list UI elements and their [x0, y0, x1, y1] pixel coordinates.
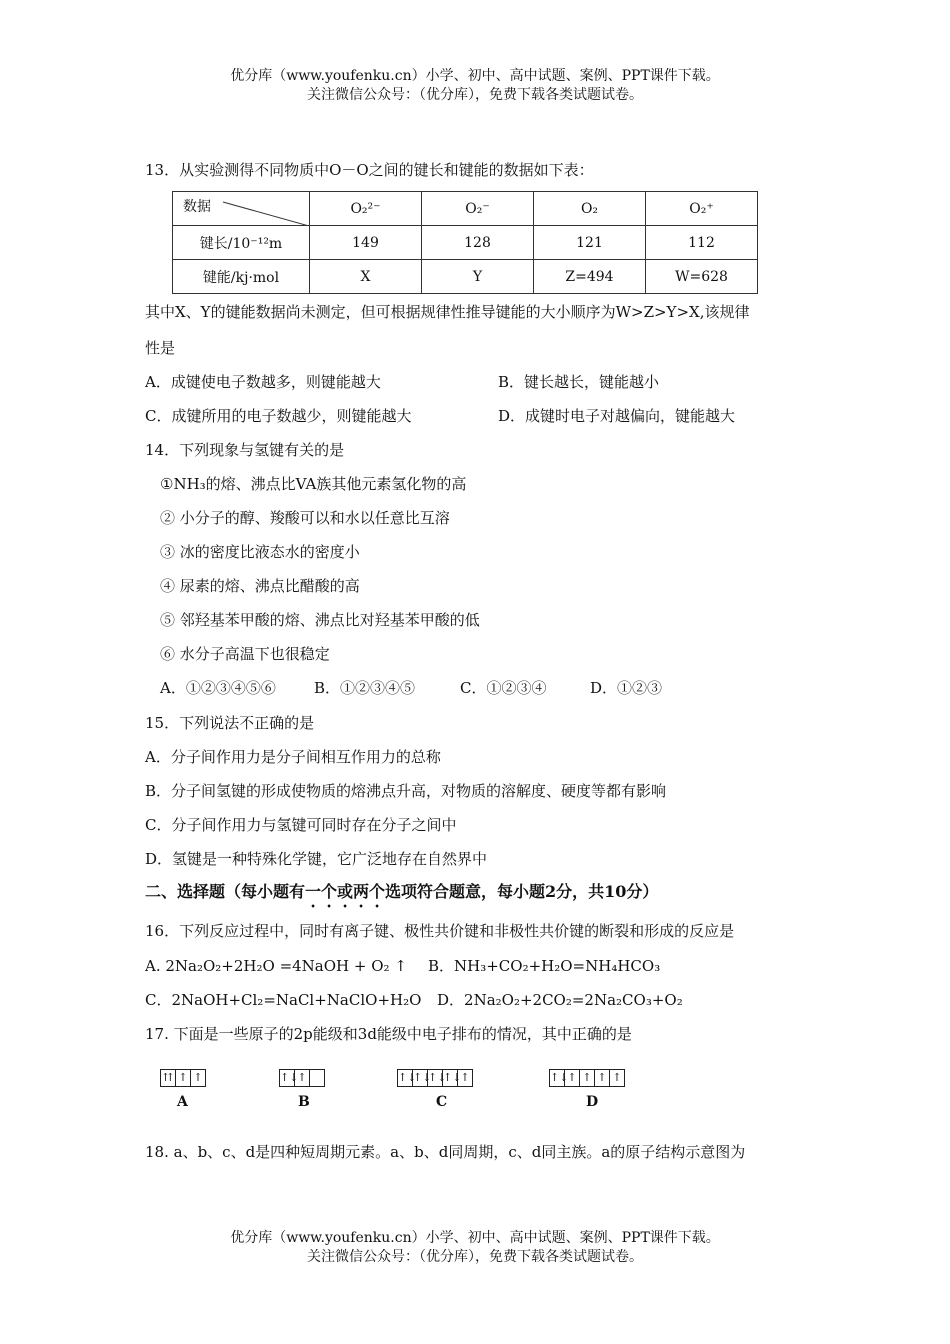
- table-cell: Y: [422, 260, 534, 294]
- q13-stem: 13．从实验测得不同物质中O－O之间的键长和键能的数据如下表：: [145, 161, 594, 179]
- table-col-header: O₂⁻: [422, 192, 534, 226]
- table-cell: 112: [646, 226, 758, 260]
- q15-option-a: A．分子间作用力是分子间相互作用力的总称: [145, 748, 441, 766]
- q14-item: ⑤ 邻羟基苯甲酸的熔、沸点比对羟基苯甲酸的低: [160, 611, 480, 629]
- orbital-diagram-b: [279, 1069, 325, 1087]
- q14-option-a: A．①②③④⑤⑥: [160, 679, 276, 697]
- orbital-label-c: C: [436, 1094, 448, 1110]
- orbital-box: ↑↓: [280, 1071, 299, 1084]
- section-2-title: [145, 882, 658, 911]
- q14-item: ④ 尿素的熔、沸点比醋酸的高: [160, 577, 360, 595]
- orbital-box: ↑↓: [550, 1071, 569, 1084]
- q13-text1: 其中X、Y的键能数据尚未测定，但可根据规律性推导键能的大小顺序为W>Z>Y>X,该规律: [145, 303, 750, 321]
- orbital-diagram-d: [549, 1069, 625, 1087]
- table-col-header: O₂⁺: [646, 192, 758, 226]
- page-footer-line1: 优分库（www.youfenku.cn）小学、初中、高中试题、案例、PPT课件下载。: [230, 1230, 720, 1246]
- bond-data-table: [172, 191, 758, 294]
- q14-option-d: D．①②③: [590, 679, 663, 697]
- q15-stem: 15．下列说法不正确的是: [145, 714, 315, 732]
- q16-option-c: C．2NaOH+Cl₂=NaCl+NaClO+H₂O: [145, 991, 422, 1009]
- q15-option-c: C．分子间作用力与氢键可同时存在分子之间中: [145, 816, 457, 834]
- q14-option-c: C．①②③④: [460, 679, 547, 697]
- orbital-box: ↑↓: [443, 1071, 462, 1084]
- q16-stem: 16．下列反应过程中，同时有离子键、极性共价键和非极性共价键的断裂和形成的反应是: [145, 922, 735, 940]
- q16-option-b: B．NH₃+CO₂+H₂O=NH₄HCO₃: [428, 957, 661, 975]
- orbital-box: ↑: [294, 1070, 309, 1086]
- q18-stem: 18. a、b、c、d是四种短周期元素。a、b、d同周期，c、d同主族。a的原子结构示意图为: [145, 1143, 746, 1161]
- orbital-box: ↑↓: [428, 1071, 447, 1084]
- q14-stem: 14．下列现象与氢键有关的是: [145, 441, 345, 459]
- table-row-label: 键长/10⁻¹²m: [173, 226, 310, 260]
- orbital-box: ↑: [457, 1070, 472, 1086]
- q16-option-d: D．2Na₂O₂+2CO₂=2Na₂CO₃+O₂: [437, 991, 683, 1009]
- orbital-box: ↑↓: [398, 1071, 417, 1084]
- q13-text2: 性是: [145, 339, 176, 357]
- page-footer-line2: 关注微信公众号：（优分库），免费下载各类试题试卷。: [307, 1249, 643, 1265]
- q14-item: ①NH₃的熔、沸点比VA族其他元素氢化物的高: [160, 475, 467, 493]
- q13-option-b: B．键长越长，键能越小: [498, 373, 660, 391]
- orbital-box: [309, 1070, 324, 1086]
- orbital-diagram-a: [160, 1069, 206, 1087]
- q14-option-b: B．①②③④⑤: [314, 679, 416, 697]
- section-2-suffix: 选项符合题意，每小题2分，共10分）: [385, 882, 659, 901]
- q13-option-c: C．成键所用的电子数越少，则键能越大: [145, 407, 412, 425]
- table-row: [173, 226, 758, 260]
- orbital-diagram-c: [397, 1069, 473, 1087]
- orbital-box: ⇈: [163, 1071, 173, 1084]
- table-row: [173, 260, 758, 294]
- table-corner-cell: [173, 192, 310, 226]
- q14-item: ② 小分子的醇、羧酸可以和水以任意比互溶: [160, 509, 450, 527]
- section-2-emphasis: 一个或两个: [305, 882, 386, 901]
- orbital-box: ↑↓: [413, 1071, 432, 1084]
- q15-option-d: D．氢键是一种特殊化学键，它广泛地存在自然界中: [145, 850, 488, 868]
- table-cell: X: [310, 260, 422, 294]
- table-col-header: O₂: [534, 192, 646, 226]
- q14-item: ③ 冰的密度比液态水的密度小: [160, 543, 360, 561]
- table-cell: Z=494: [534, 260, 646, 294]
- orbital-box: ↑: [609, 1070, 624, 1086]
- q16-option-a: A. 2Na₂O₂+2H₂O =4NaOH + O₂ ↑: [145, 957, 407, 975]
- q13-option-a: A．成键使电子数越多，则键能越大: [145, 373, 381, 391]
- table-header-row: [173, 192, 758, 226]
- table-col-header: O₂²⁻: [310, 192, 422, 226]
- orbital-box: ↑: [175, 1070, 190, 1086]
- orbital-label-a: A: [177, 1094, 188, 1110]
- orbital-box: ↑: [190, 1070, 205, 1086]
- q15-option-b: B．分子间氢键的形成使物质的熔沸点升高，对物质的溶解度、硬度等都有影响: [145, 782, 667, 800]
- orbital-box: ↑: [579, 1070, 594, 1086]
- orbital-box: ↑: [564, 1070, 579, 1086]
- section-2-prefix: 二、选择题（每小题有: [145, 882, 306, 901]
- page-header-line1: 优分库（www.youfenku.cn）小学、初中、高中试题、案例、PPT课件下载。: [230, 68, 720, 84]
- table-cell: 121: [534, 226, 646, 260]
- table-cell: 149: [310, 226, 422, 260]
- orbital-label-d: D: [586, 1094, 599, 1110]
- q14-item: ⑥ 水分子高温下也很稳定: [160, 645, 330, 663]
- table-cell: W=628: [646, 260, 758, 294]
- table-corner-label: 数据: [183, 199, 211, 215]
- q13-option-d: D．成键时电子对越偏向，键能越大: [498, 407, 736, 425]
- table-cell: 128: [422, 226, 534, 260]
- q17-stem: 17. 下面是一些原子的2p能级和3d能级中电子排布的情况，其中正确的是: [145, 1025, 632, 1043]
- orbital-box: ↑: [594, 1070, 609, 1086]
- orbital-label-b: B: [298, 1094, 310, 1110]
- table-row-label: 键能/kj·mol: [173, 260, 310, 294]
- page-header-line2: 关注微信公众号：（优分库），免费下载各类试题试卷。: [307, 87, 643, 103]
